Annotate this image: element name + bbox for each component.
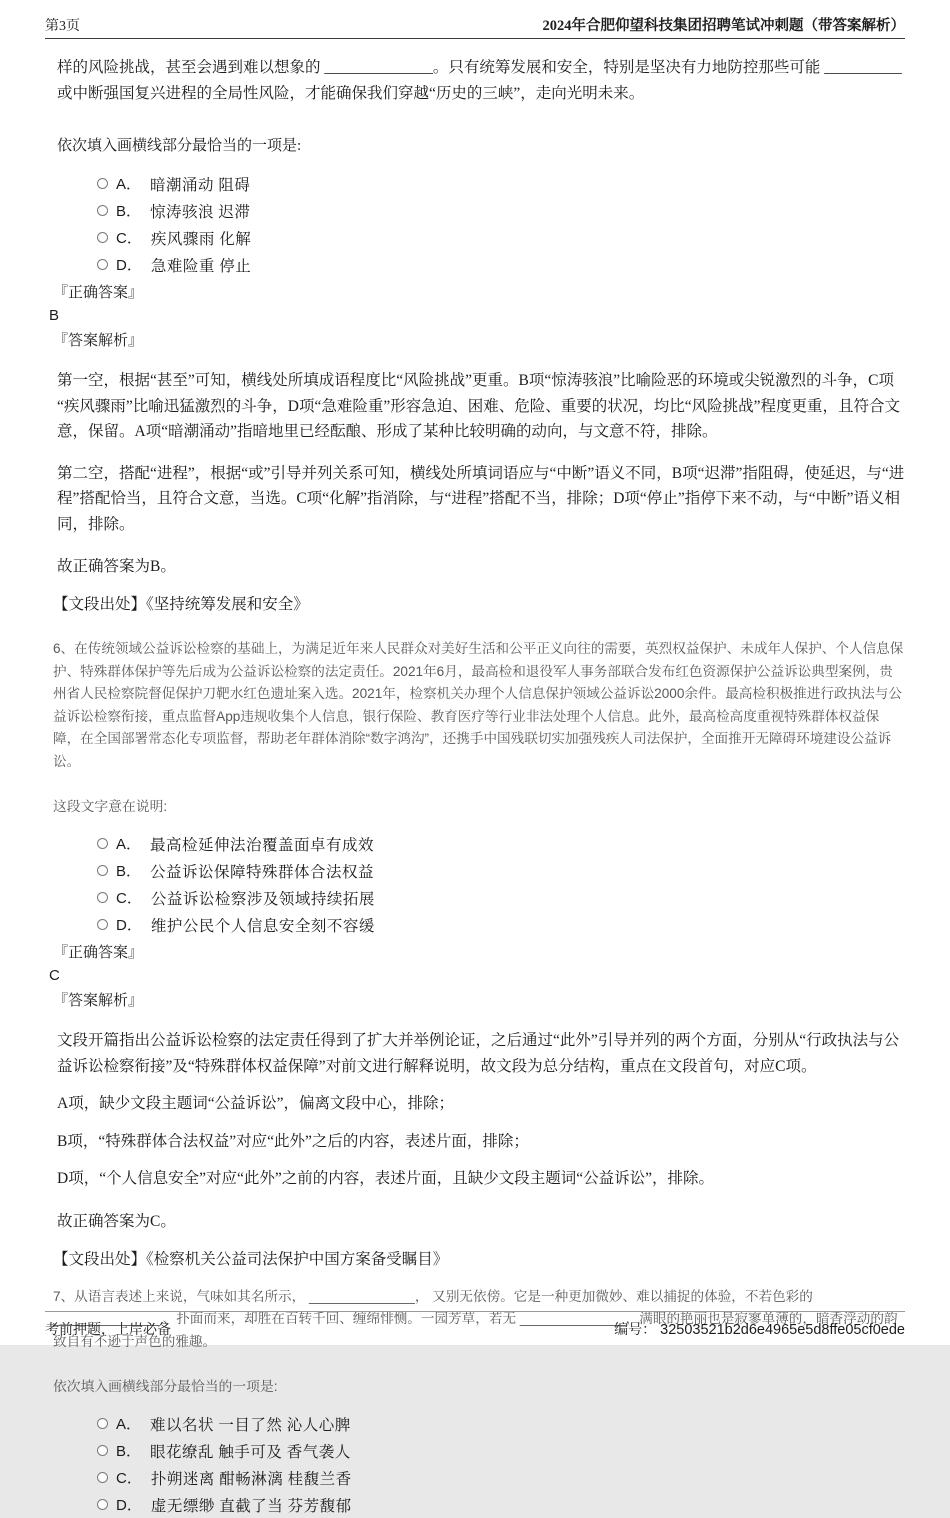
q7-options: [97, 1410, 905, 1518]
q6-conclusion: 故正确答案为C。: [57, 1212, 176, 1230]
option-text: 维护公民个人信息安全刻不容缓: [150, 917, 375, 935]
radio-button[interactable]: [97, 838, 108, 849]
q6-option-a[interactable]: [97, 830, 905, 857]
option-text: 惊涛骇浪 迟滞: [150, 203, 251, 221]
option-letter: C．: [116, 1470, 142, 1487]
page-number: 第3页: [45, 19, 80, 34]
q6-options: [97, 830, 905, 938]
q7-option-d[interactable]: [97, 1491, 905, 1518]
q6-option-d[interactable]: [97, 911, 905, 938]
q7-passage: 7、从语言表述上来说，气味如其名所示， ______________， 又别无依傍。它是一种更加微妙、难以捕捉的体验，不若色彩的 ______________ 、扑面而来，却胜在百转千回、缠绵悱恻。一园芳草，若无 ______________，满眼的艳丽也是寂寥单薄的，暗香浮动的韵致自有不逊于声色的雅趣。: [53, 1288, 898, 1349]
option-text: 公益诉讼检察涉及领域持续拓展: [150, 890, 375, 908]
q6-correct-answer-heading: 『正确答案』: [53, 945, 144, 961]
option-text: 疾风骤雨 化解: [150, 230, 252, 248]
option-letter: C．: [116, 890, 142, 907]
q6-correct-answer: C: [49, 967, 60, 984]
q5-conclusion: 故正确答案为B。: [57, 558, 176, 575]
radio-button[interactable]: [97, 919, 108, 930]
q6-analysis-heading: 『答案解析』: [53, 993, 144, 1009]
radio-button[interactable]: [97, 205, 108, 216]
option-letter: D．: [116, 917, 142, 934]
document-id-label: 编号：: [614, 1323, 657, 1338]
radio-button[interactable]: [97, 865, 108, 876]
option-letter: B．: [116, 203, 142, 220]
radio-button[interactable]: [97, 1418, 108, 1429]
option-letter: D．: [116, 1497, 142, 1514]
q5-source: 【文段出处】《坚持统筹发展和安全》: [53, 596, 309, 613]
q5-option-b[interactable]: [97, 197, 905, 224]
q5-passage: 样的风险挑战，甚至会遇到难以想象的 ______________。只有统筹发展和安全，特别是坚决有力地防控那些可能 __________或中断强国复兴进程的全局性风险，才能确保我们穿越“历史的三峡”，走向光明未来。: [57, 59, 902, 102]
q6-analysis-paragraph: B项，“特殊群体合法权益”对应“此外”之后的内容，表述片面，排除；: [57, 1132, 529, 1150]
q6-option-b[interactable]: [97, 857, 905, 884]
option-letter: A．: [116, 836, 142, 853]
header-rule: [45, 38, 905, 39]
q5-option-a[interactable]: [97, 170, 905, 197]
radio-button[interactable]: [97, 232, 108, 243]
option-text: 扑朔迷离 酣畅淋漓 桂馥兰香: [150, 1470, 352, 1488]
option-text: 虚无缥缈 直截了当 芬芳馥郁: [150, 1497, 352, 1515]
q6-option-c[interactable]: [97, 884, 905, 911]
option-letter: A．: [116, 1416, 142, 1433]
q6-analysis-paragraph: 文段开篇指出公益诉讼检察的法定责任得到了扩大并举例论证，之后通过“此外”引导并列的两个方面，分别从“行政执法与公益诉讼检察衔接”及“特殊群体权益保障”对前文进行解释说明，故文段为总分结构，重点在文段首句，对应C项。: [57, 1032, 900, 1075]
document-id: [614, 1319, 905, 1339]
option-text: 暗潮涌动 阻碍: [150, 176, 251, 194]
q7-option-a[interactable]: [97, 1410, 905, 1437]
q6-prompt: 这段文字意在说明:: [53, 799, 168, 814]
q5-option-c[interactable]: [97, 224, 905, 251]
q7-option-c[interactable]: [97, 1464, 905, 1491]
option-letter: B．: [116, 863, 142, 880]
q6-analysis-paragraph: D项，“个人信息安全”对应“此外”之前的内容，表述片面，且缺少文段主题词“公益诉讼”，排除。: [57, 1170, 714, 1187]
option-letter: A．: [116, 176, 142, 193]
radio-button[interactable]: [97, 892, 108, 903]
radio-button[interactable]: [97, 1499, 108, 1510]
radio-button[interactable]: [97, 1445, 108, 1456]
radio-button[interactable]: [97, 178, 108, 189]
q7-prompt: 依次填入画横线部分最恰当的一项是:: [53, 1379, 278, 1394]
q5-correct-answer-heading: 『正确答案』: [53, 285, 144, 301]
option-letter: D．: [116, 257, 142, 274]
q5-prompt: 依次填入画横线部分最恰当的一项是:: [57, 138, 302, 154]
q6-analysis-paragraph: A项，缺少文段主题词“公益诉讼”，偏离文段中心，排除；: [57, 1095, 454, 1112]
option-text: 眼花缭乱 触手可及 香气袭人: [150, 1443, 351, 1461]
option-text: 最高检延伸法治覆盖面卓有成效: [150, 836, 375, 854]
option-text: 急难险重 停止: [150, 257, 252, 275]
q5-options: [97, 170, 905, 278]
q6-passage: 6、在传统领域公益诉讼检察的基础上，为满足近年来人民群众对美好生活和公平正义向往的需要，英烈权益保护、未成年人保护、个人信息保护、特殊群体保护等先后成为公益诉讼检察的法定责任。2021年6月，最高检和退役军人事务部联合发布红色资源保护公益诉讼典型案例，贵州省人民检察院督促保护刀靶水红色遗址案入选。2021年，检察机关办理个人信息保护领域公益诉讼2000余件。最高检积极推进行政执法与公益诉讼检察衔接，重点监督App违规收集个人信息，银行保险、教育医疗等行业非法处理个人信息。此外，最高检高度重视特殊群体权益保障，在全国部署常态化专项监督，帮助老年群体消除“数字鸿沟”，还携手中国残联切实加强残疾人司法保护，全面推开无障碍环境建设公益诉讼。: [53, 641, 904, 769]
page-header: [45, 0, 905, 35]
option-text: 难以名状 一目了然 沁人心脾: [150, 1416, 351, 1434]
q5-correct-answer: B: [49, 307, 60, 324]
footer-slogan: 考前押题，上岸必备: [45, 1323, 171, 1338]
option-letter: C．: [116, 230, 142, 247]
radio-button[interactable]: [97, 259, 108, 270]
q7-option-b[interactable]: [97, 1437, 905, 1464]
radio-button[interactable]: [97, 1472, 108, 1483]
option-letter: B．: [116, 1443, 142, 1460]
q5-option-d[interactable]: [97, 251, 905, 278]
document-title: 2024年合肥仰望科技集团招聘笔试冲刺题（带答案解析）: [542, 18, 905, 34]
q6-source: 【文段出处】《检察机关公益司法保护中国方案备受瞩目》: [53, 1250, 449, 1268]
page-footer: [45, 1311, 905, 1339]
option-text: 公益诉讼保障特殊群体合法权益: [150, 863, 375, 881]
document-id-value: 32503521b2d6e4965e5d8ffe05cf0ede: [660, 1322, 905, 1338]
q5-analysis-paragraph: 第二空，搭配“进程”，根据“或”引导并列关系可知，横线处所填词语应与“中断”语义不同，B项“迟滞”指阻碍，使延迟，与“进程”搭配恰当，且符合文意，当选。C项“化解”指消除，与“进程”搭配不当，排除；D项“停止”指停下来不动，与“中断”语义相同，排除。: [57, 464, 905, 533]
q5-analysis-paragraph: 第一空，根据“甚至”可知，横线处所填成语程度比“风险挑战”更重。B项“惊涛骇浪”比喻险恶的环境或尖锐激烈的斗争，C项“疾风骤雨”比喻迅猛激烈的斗争，D项“急难险重”形容急迫、困难、危险、重要的状况，均比“风险挑战”程度更重，且符合文意，保留。A项“暗潮涌动”指暗地里已经酝酿、形成了某种比较明确的动向，与文意不符，排除。: [57, 372, 900, 440]
q5-analysis-heading: 『答案解析』: [53, 333, 144, 349]
